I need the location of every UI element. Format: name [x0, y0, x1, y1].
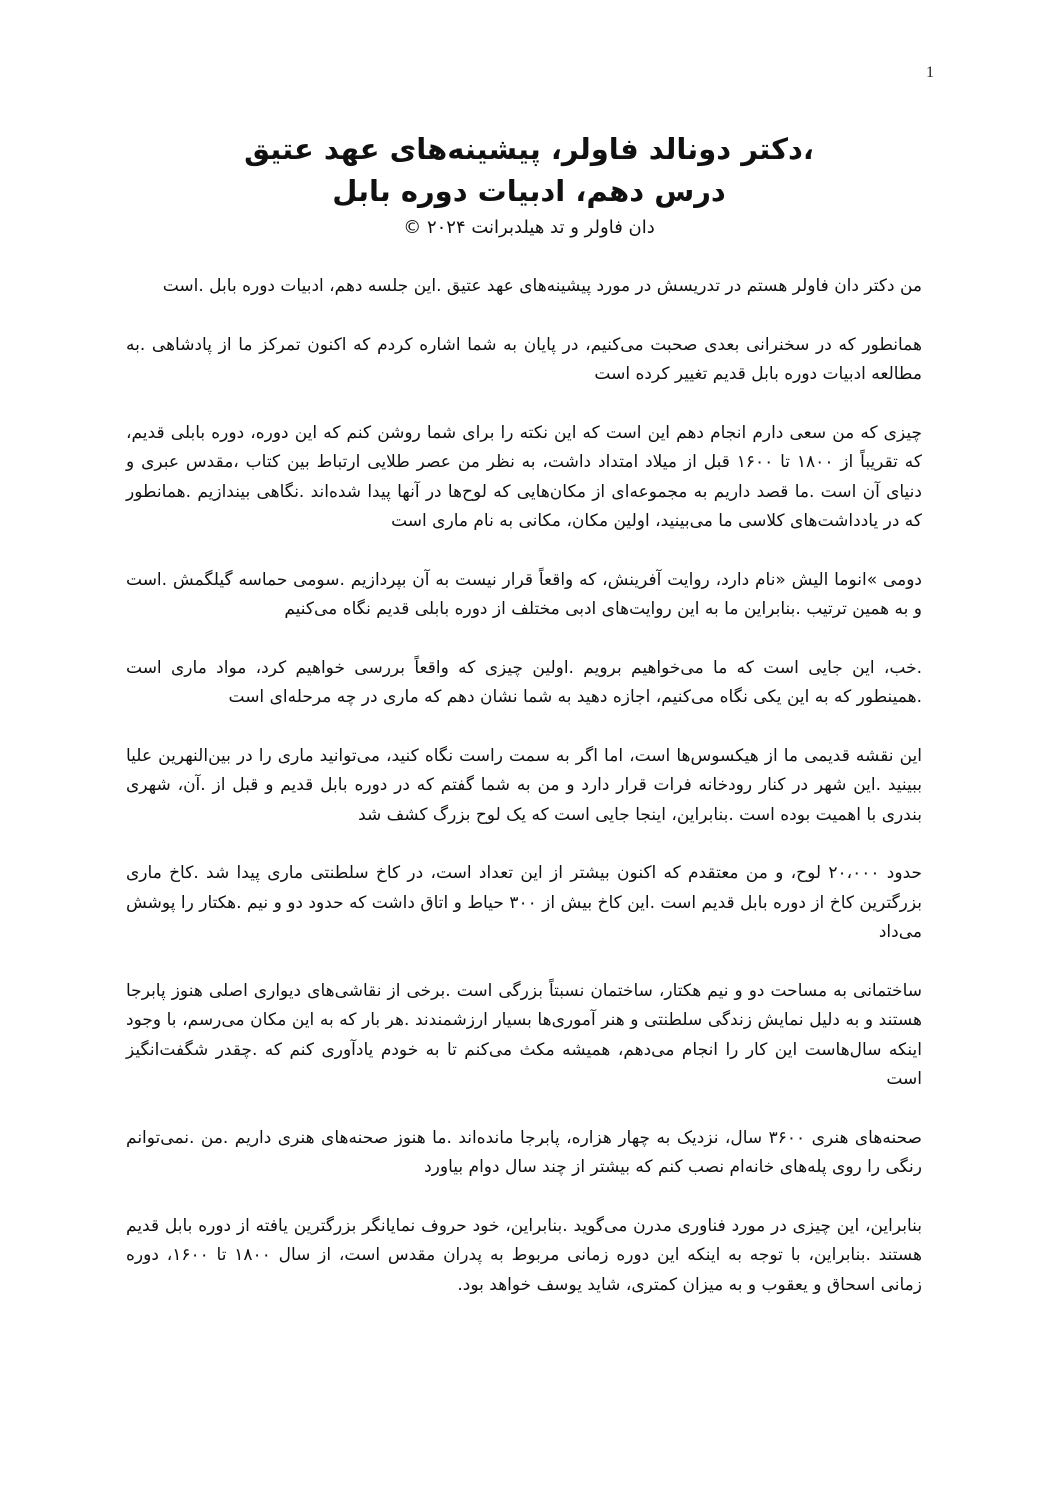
paragraph-5: .خب، این جایی است که ما می‌خواهیم برویم .اولین چیزی که واقعاً بررسی خواهیم کرد، مواد ماری است .همینطور که به این یکی نگاه می‌کنیم، اجازه دهید به شما نشان دهم که ماری در چه مرحله‌ای است	[126, 657, 922, 707]
page-number: 1	[926, 64, 934, 81]
paragraph-9: صحنه‌های هنری ۳۶۰۰ سال، نزدیک به چهار هزاره، پابرجا مانده‌اند .ما هنوز صحنه‌های هنری داریم .من .نمی‌توانم رنگی را روی پله‌های خانه‌ام نصب کنم که بیشتر از چند سال دوام بیاورد	[126, 1127, 922, 1177]
copyright-line: دان فاولر و تد هیلدبرانت ۲۰۲۴ ©	[403, 217, 655, 238]
paragraph-2: همانطور که در سخنرانی بعدی صحبت می‌کنیم، در پایان به شما اشاره کردم که اکنون تمرکز ما از پادشاهی .به مطالعه ادبیات دوره بابل قدیم تغییر کرده است	[126, 334, 922, 384]
title-line-1: ،دکتر دونالد فاولر، پیشینه‌های عهد عتیق	[244, 132, 814, 166]
paragraph-10: بنابراین، این چیزی در مورد فناوری مدرن می‌گوید .بنابراین، خود حروف نمایانگر بزرگترین یافته از دوره بابل قدیم هستند .بنابراین، با توجه به اینکه این دوره زمانی مربوط به پدران مقدس است، از سال ۱۸۰۰ تا ۱۶۰۰، دوره زمانی اسحاق و یعقوب و به میزان کمتری، شاید یوسف خواهد بود.	[126, 1215, 922, 1295]
paragraph-8: ساختمانی به مساحت دو و نیم هکتار، ساختمان نسبتاً بزرگی است .برخی از نقاشی‌های دیواری اصلی هنوز پابرجا هستند و به دلیل نمایش زندگی سلطنتی و هنر آموری‌ها بسیار ارزشمندند .هر بار که به این مکان می‌رسم، با وجود اینکه سال‌هاست این کار را انجام می‌دهم، همیشه مکث می‌کنم تا به خودم یادآوری کنم که .چقدر شگفت‌انگیز است	[126, 980, 922, 1089]
paragraph-7: حدود ۲۰،۰۰۰ لوح، و من معتقدم که اکنون بیشتر از این تعداد است، در کاخ سلطنتی ماری پیدا شد .کاخ ماری بزرگترین کاخ از دوره بابل قدیم است .این کاخ بیش از ۳۰۰ حیاط و اتاق داشت که حدود دو و نیم .هکتار را پوشش می‌داد	[126, 863, 923, 942]
paragraph-1: من دکتر دان فاولر هستم در تدریسش در مورد پیشینه‌های عهد عتیق .این جلسه دهم، ادبیات دوره بابل .است	[162, 276, 922, 296]
document-header	[128, 128, 930, 242]
title-line-2: درس دهم، ادبیات دوره بابل	[332, 174, 726, 208]
paragraph-3: چیزی که من سعی دارم انجام دهم این است که این نکته را برای شما روشن کنم که این دوره، دوره بابلی قدیم، که تقریباً از ۱۸۰۰ تا ۱۶۰۰ قبل از میلاد امتداد داشت، به نظر من عصر طلایی ارتباط بین کتاب ،مقدس عبری و دنیای آن است .ما قصد داریم به مجموعه‌ای از مکان‌هایی که لوح‌ها در آنها پیدا شده‌اند .نگاهی بیندازیم .همانطور که در یادداشت‌های کلاسی ما می‌بینید، اولین مکان، مکانی به نام ماری است	[126, 422, 922, 531]
paragraph-4: دومی »انوما الیش «نام دارد، روایت آفرینش، که واقعاً قرار نیست به آن بپردازیم .سومی حماسه گیلگمش .است و به همین ترتیب .بنابراین ما به این روایت‌های ادبی مختلف از دوره بابلی قدیم نگاه می‌کنیم	[126, 569, 922, 619]
paragraph-6: این نقشه قدیمی ما از هیکسوس‌ها است، اما اگر به سمت راست نگاه کنید، می‌توانید ماری را در بین‌النهرین علیا ببینید .این شهر در کنار رودخانه فرات قرار دارد و من به شما گفتم که در دوره بابل قدیم و قبل از .آن، شهری بندری با اهمیت بوده است .بنابراین، اینجا جایی است که یک لوح بزرگ کشف شد	[126, 745, 922, 825]
document-body	[126, 272, 922, 1329]
